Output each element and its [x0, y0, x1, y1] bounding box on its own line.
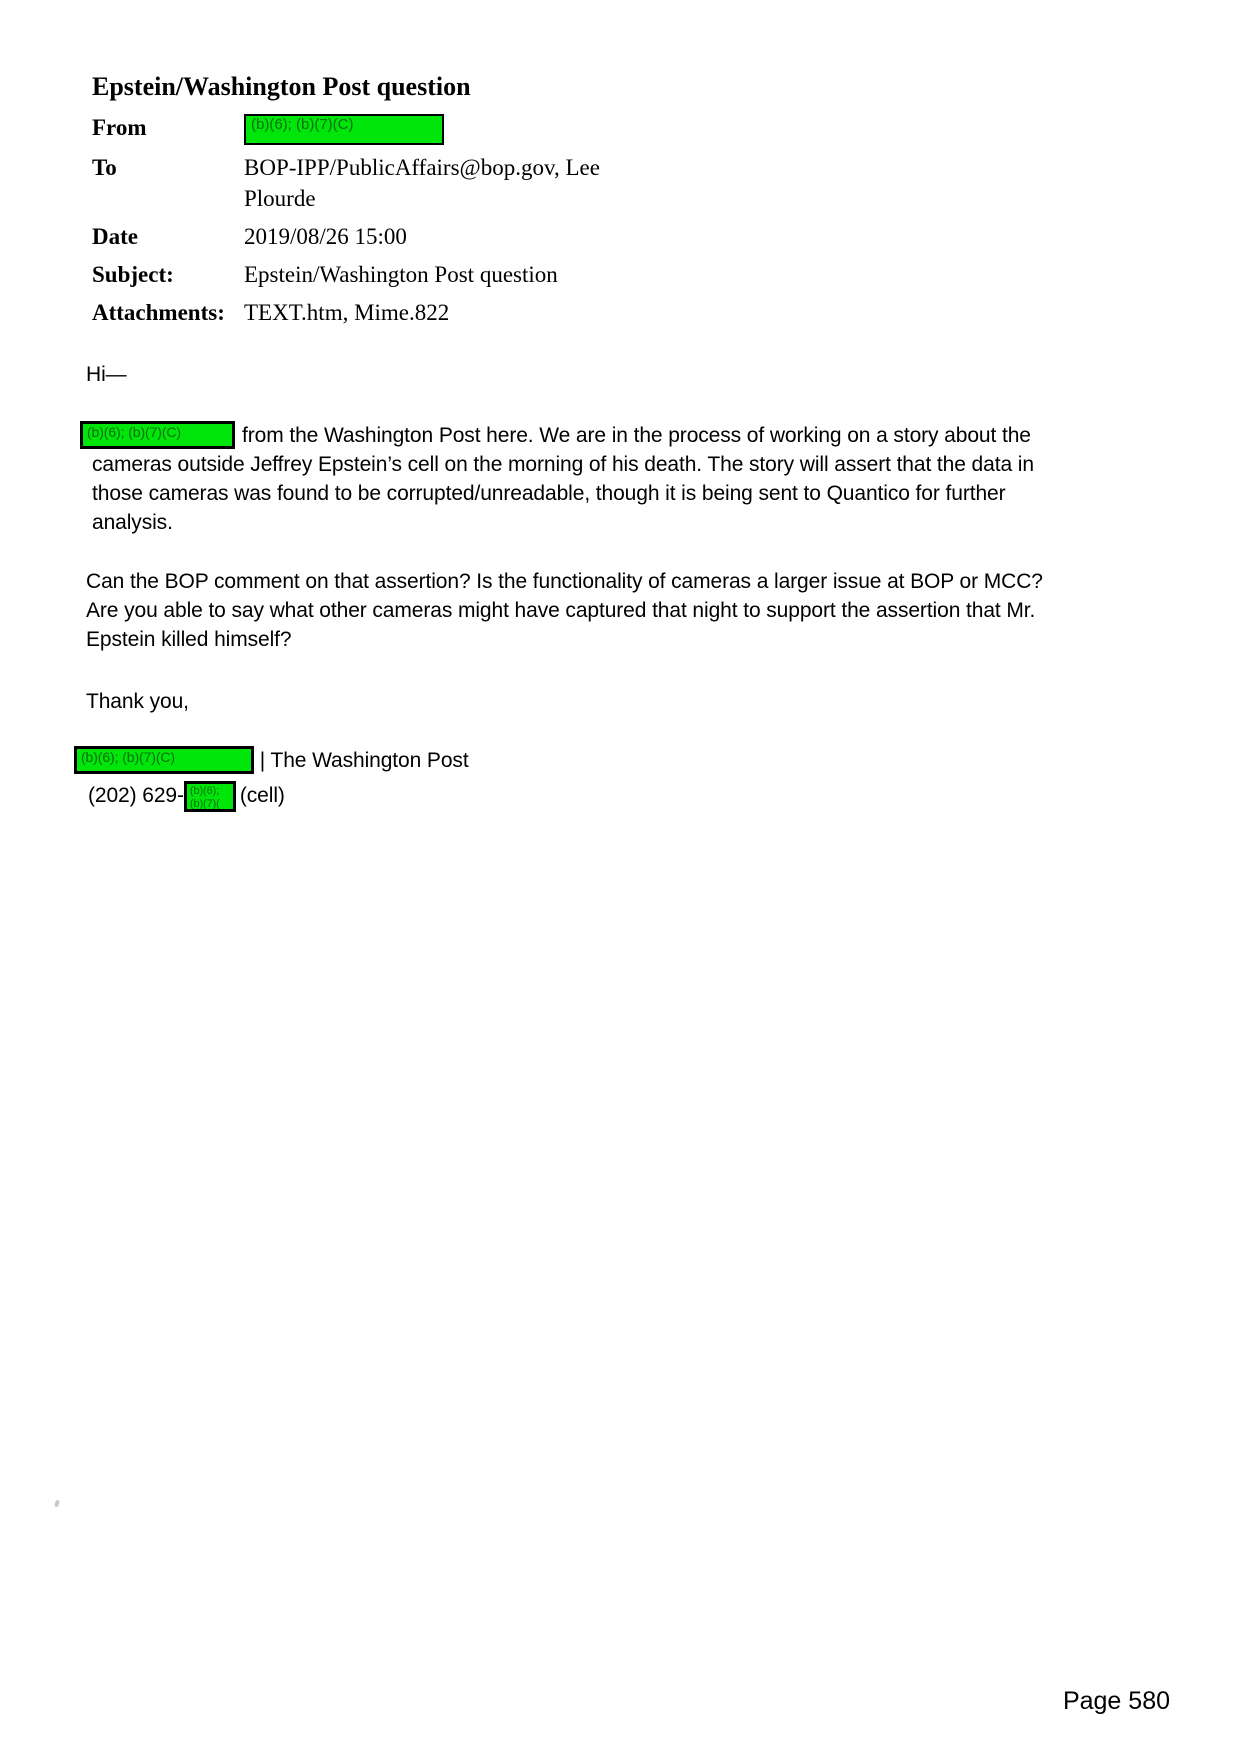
- email-body: [80, 360, 1055, 812]
- scan-artifact-mark: [54, 1500, 60, 1508]
- body-paragraph-2: Can the BOP comment on that assertion? Is the functionality of cameras a larger issue at BOP or MCC? Are you able to say what other cameras might have captured that night to support the assertion that Mr. Epstein killed himself?: [86, 570, 1043, 651]
- date-value: 2019/08/26 15:00: [244, 224, 407, 250]
- signature-redaction-box: (b)(6); (b)(7)(C): [74, 746, 254, 774]
- body-paragraph-1: [87, 421, 1055, 537]
- phone-line: [88, 781, 1055, 812]
- phone-redaction-line2: (b)(7)(: [189, 798, 220, 810]
- body-paragraph-1-text: from the Washington Post here. We are in the process of working on a story about the cameras outside Jeffrey Epstein’s cell on the morning of his death. The story will assert that the data in those cameras was found to be corrupted/unreadable, though it is being sent to Quantico for further analysis.: [92, 424, 1034, 534]
- email-title: Epstein/Washington Post question: [92, 72, 471, 101]
- subject-value: Epstein/Washington Post question: [244, 262, 558, 288]
- email-meta-fields: [92, 112, 1152, 328]
- to-label: To: [92, 155, 117, 181]
- from-value: [244, 112, 864, 145]
- email-header: [92, 72, 1152, 328]
- phone-suffix-text: (cell): [239, 784, 285, 807]
- from-redaction-box: (b)(6); (b)(7)(C): [244, 114, 444, 145]
- page-number: Page 580: [1062, 1687, 1170, 1715]
- signature-line: [81, 746, 1055, 775]
- phone-prefix-text: (202) 629-: [88, 784, 184, 807]
- signature-org-text: | The Washington Post: [259, 749, 469, 772]
- attachments-value: TEXT.htm, Mime.822: [244, 300, 450, 326]
- attachments-label: Attachments:: [92, 300, 225, 326]
- from-label: From: [92, 115, 147, 140]
- body-redaction-box: (b)(6); (b)(7)(C): [80, 421, 235, 449]
- closing-text: Thank you,: [86, 690, 189, 713]
- to-value: BOP-IPP/PublicAffairs@bop.gov, Lee Plourde: [244, 155, 600, 212]
- date-label: Date: [92, 224, 138, 250]
- greeting-text: Hi—: [86, 363, 127, 386]
- phone-redaction-box: [184, 781, 236, 812]
- phone-redaction-line1: (b)(6);: [189, 785, 220, 797]
- subject-label: Subject:: [92, 262, 174, 288]
